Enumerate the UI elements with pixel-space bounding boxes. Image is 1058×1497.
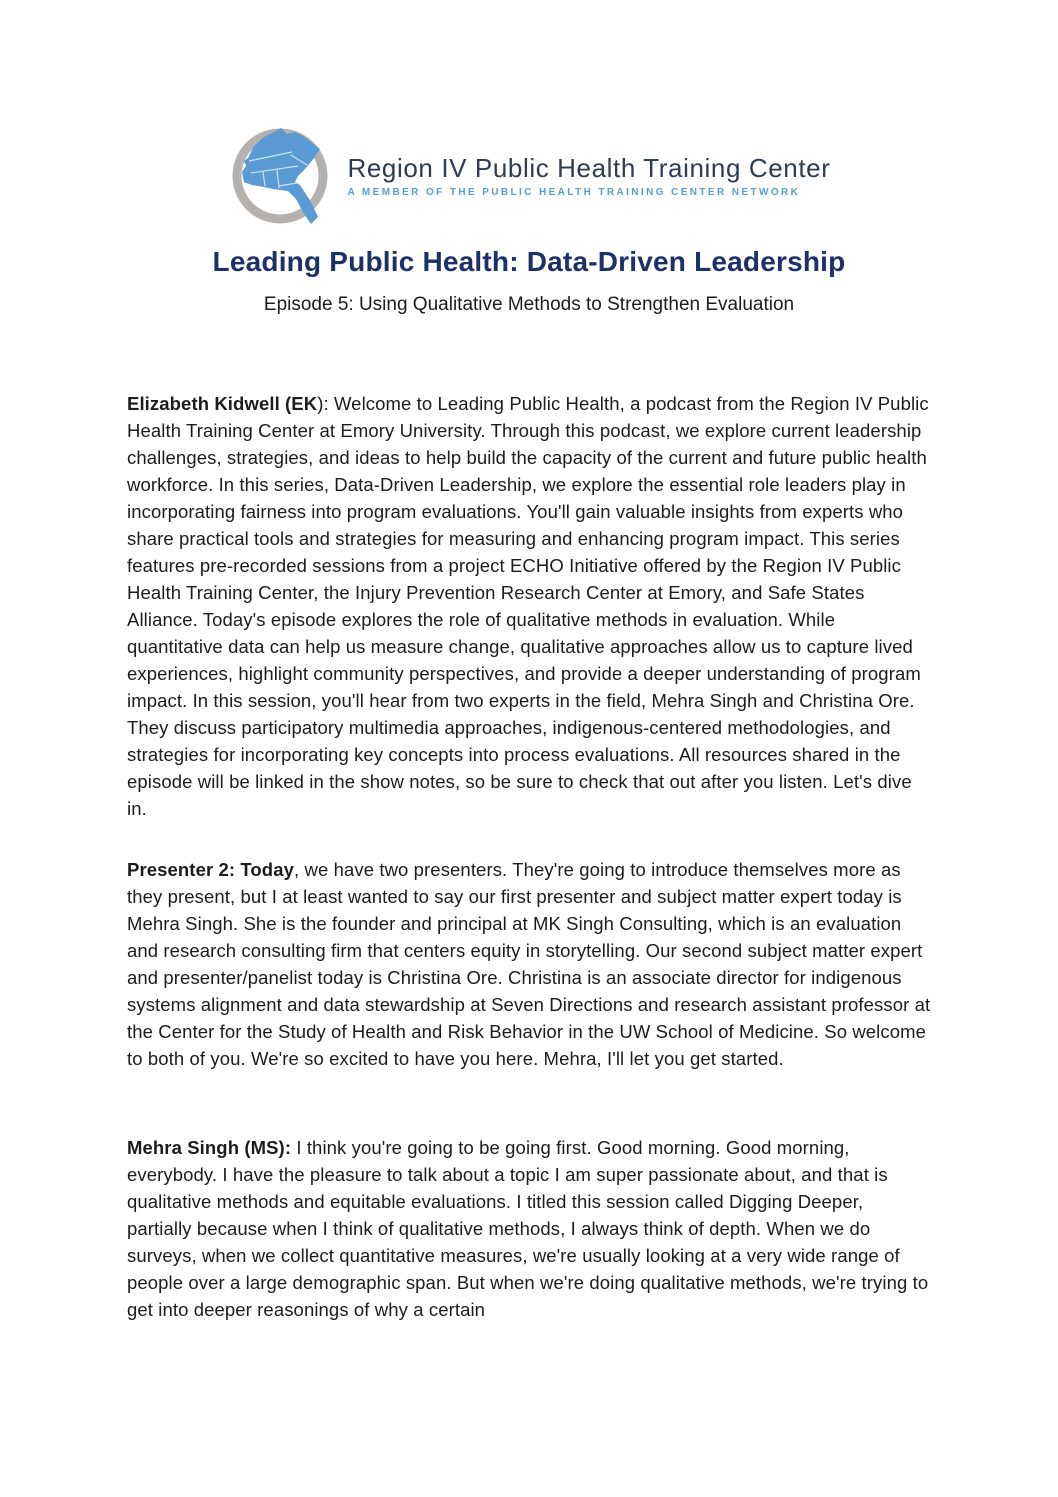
transcript-paragraph-ms	[127, 1134, 933, 1323]
transcript	[127, 390, 933, 1323]
paragraph-text-ek: ): Welcome to Leading Public Health, a podcast from the Region IV Public Health Training Center at Emory University. Through this podcast, we explore current leadership challenges, strategies, and ideas to help build the capacity of the current and future public health workforce. In this series, Data-Driven Leadership, we explore the essential role leaders play in incorporating fairness into program evaluations. You'll gain valuable insights from experts who share practical tools and strategies for measuring and enhancing program impact. This series features pre-recorded sessions from a project ECHO Initiative offered by the Region IV Public Health Training Center, the Injury Prevention Research Center at Emory, and Safe States Alliance. Today's episode explores the role of qualitative methods in evaluation. While quantitative data can help us measure change, qualitative approaches allow us to capture lived experiences, highlight community perspectives, and provide a deeper understanding of program impact. In this session, you'll hear from two experts in the field, Mehra Singh and Christina Ore. They discuss participatory multimedia approaches, indigenous-centered methodologies, and strategies for incorporating key concepts into process evaluations. All resources shared in the episode will be linked in the show notes, so be sure to check that out after you listen. Let's dive in.	[127, 393, 929, 819]
regioniv-map-icon	[228, 122, 344, 230]
org-logo	[0, 122, 1058, 230]
org-logo-text	[348, 154, 831, 199]
speaker-label-ms: Mehra Singh (MS):	[127, 1137, 292, 1158]
speaker-label-presenter2: Presenter 2: Today	[127, 859, 294, 880]
podcast-title: Leading Public Health: Data-Driven Leadership	[212, 246, 846, 277]
transcript-paragraph-presenter2	[127, 856, 933, 1072]
transcript-paragraph-ek	[127, 390, 933, 822]
logo-tagline: A MEMBER OF THE PUBLIC HEALTH TRAINING CENTER NETWORK	[347, 187, 801, 199]
speaker-label-ek: Elizabeth Kidwell (EK	[127, 393, 318, 414]
paragraph-text-presenter2: , we have two presenters. They're going to introduce themselves more as they present, but I at least wanted to say our first presenter and subject matter expert today is Mehra Singh. She is the founder and principal at MK Singh Consulting, which is an evaluation and research consulting firm that centers equity in storytelling. Our second subject matter expert and presenter/panelist today is Christina Ore. Christina is an associate director for indigenous systems alignment and data stewardship at Seven Directions and research assistant professor at the Center for the Study of Health and Risk Behavior in the UW School of Medicine. So welcome to both of you. We're so excited to have you here. Mehra, I'll let you get started.	[127, 859, 931, 1069]
paragraph-text-ms: I think you're going to be going first. Good morning. Good morning, everybody. I have the pleasure to talk about a topic I am super passionate about, and that is qualitative methods and equitable evaluations. I titled this session called Digging Deeper, partially because when I think of qualitative methods, I always think of depth. When we do surveys, when we collect quantitative measures, we're usually looking at a very wide range of people over a large demographic span. But when we're doing qualitative methods, we're trying to get into deeper reasonings of why a certain	[127, 1137, 929, 1320]
episode-subtitle: Episode 5: Using Qualitative Methods to Strengthen Evaluation	[263, 294, 795, 315]
logo-org-name: Region IV Public Health Training Center	[347, 152, 831, 183]
